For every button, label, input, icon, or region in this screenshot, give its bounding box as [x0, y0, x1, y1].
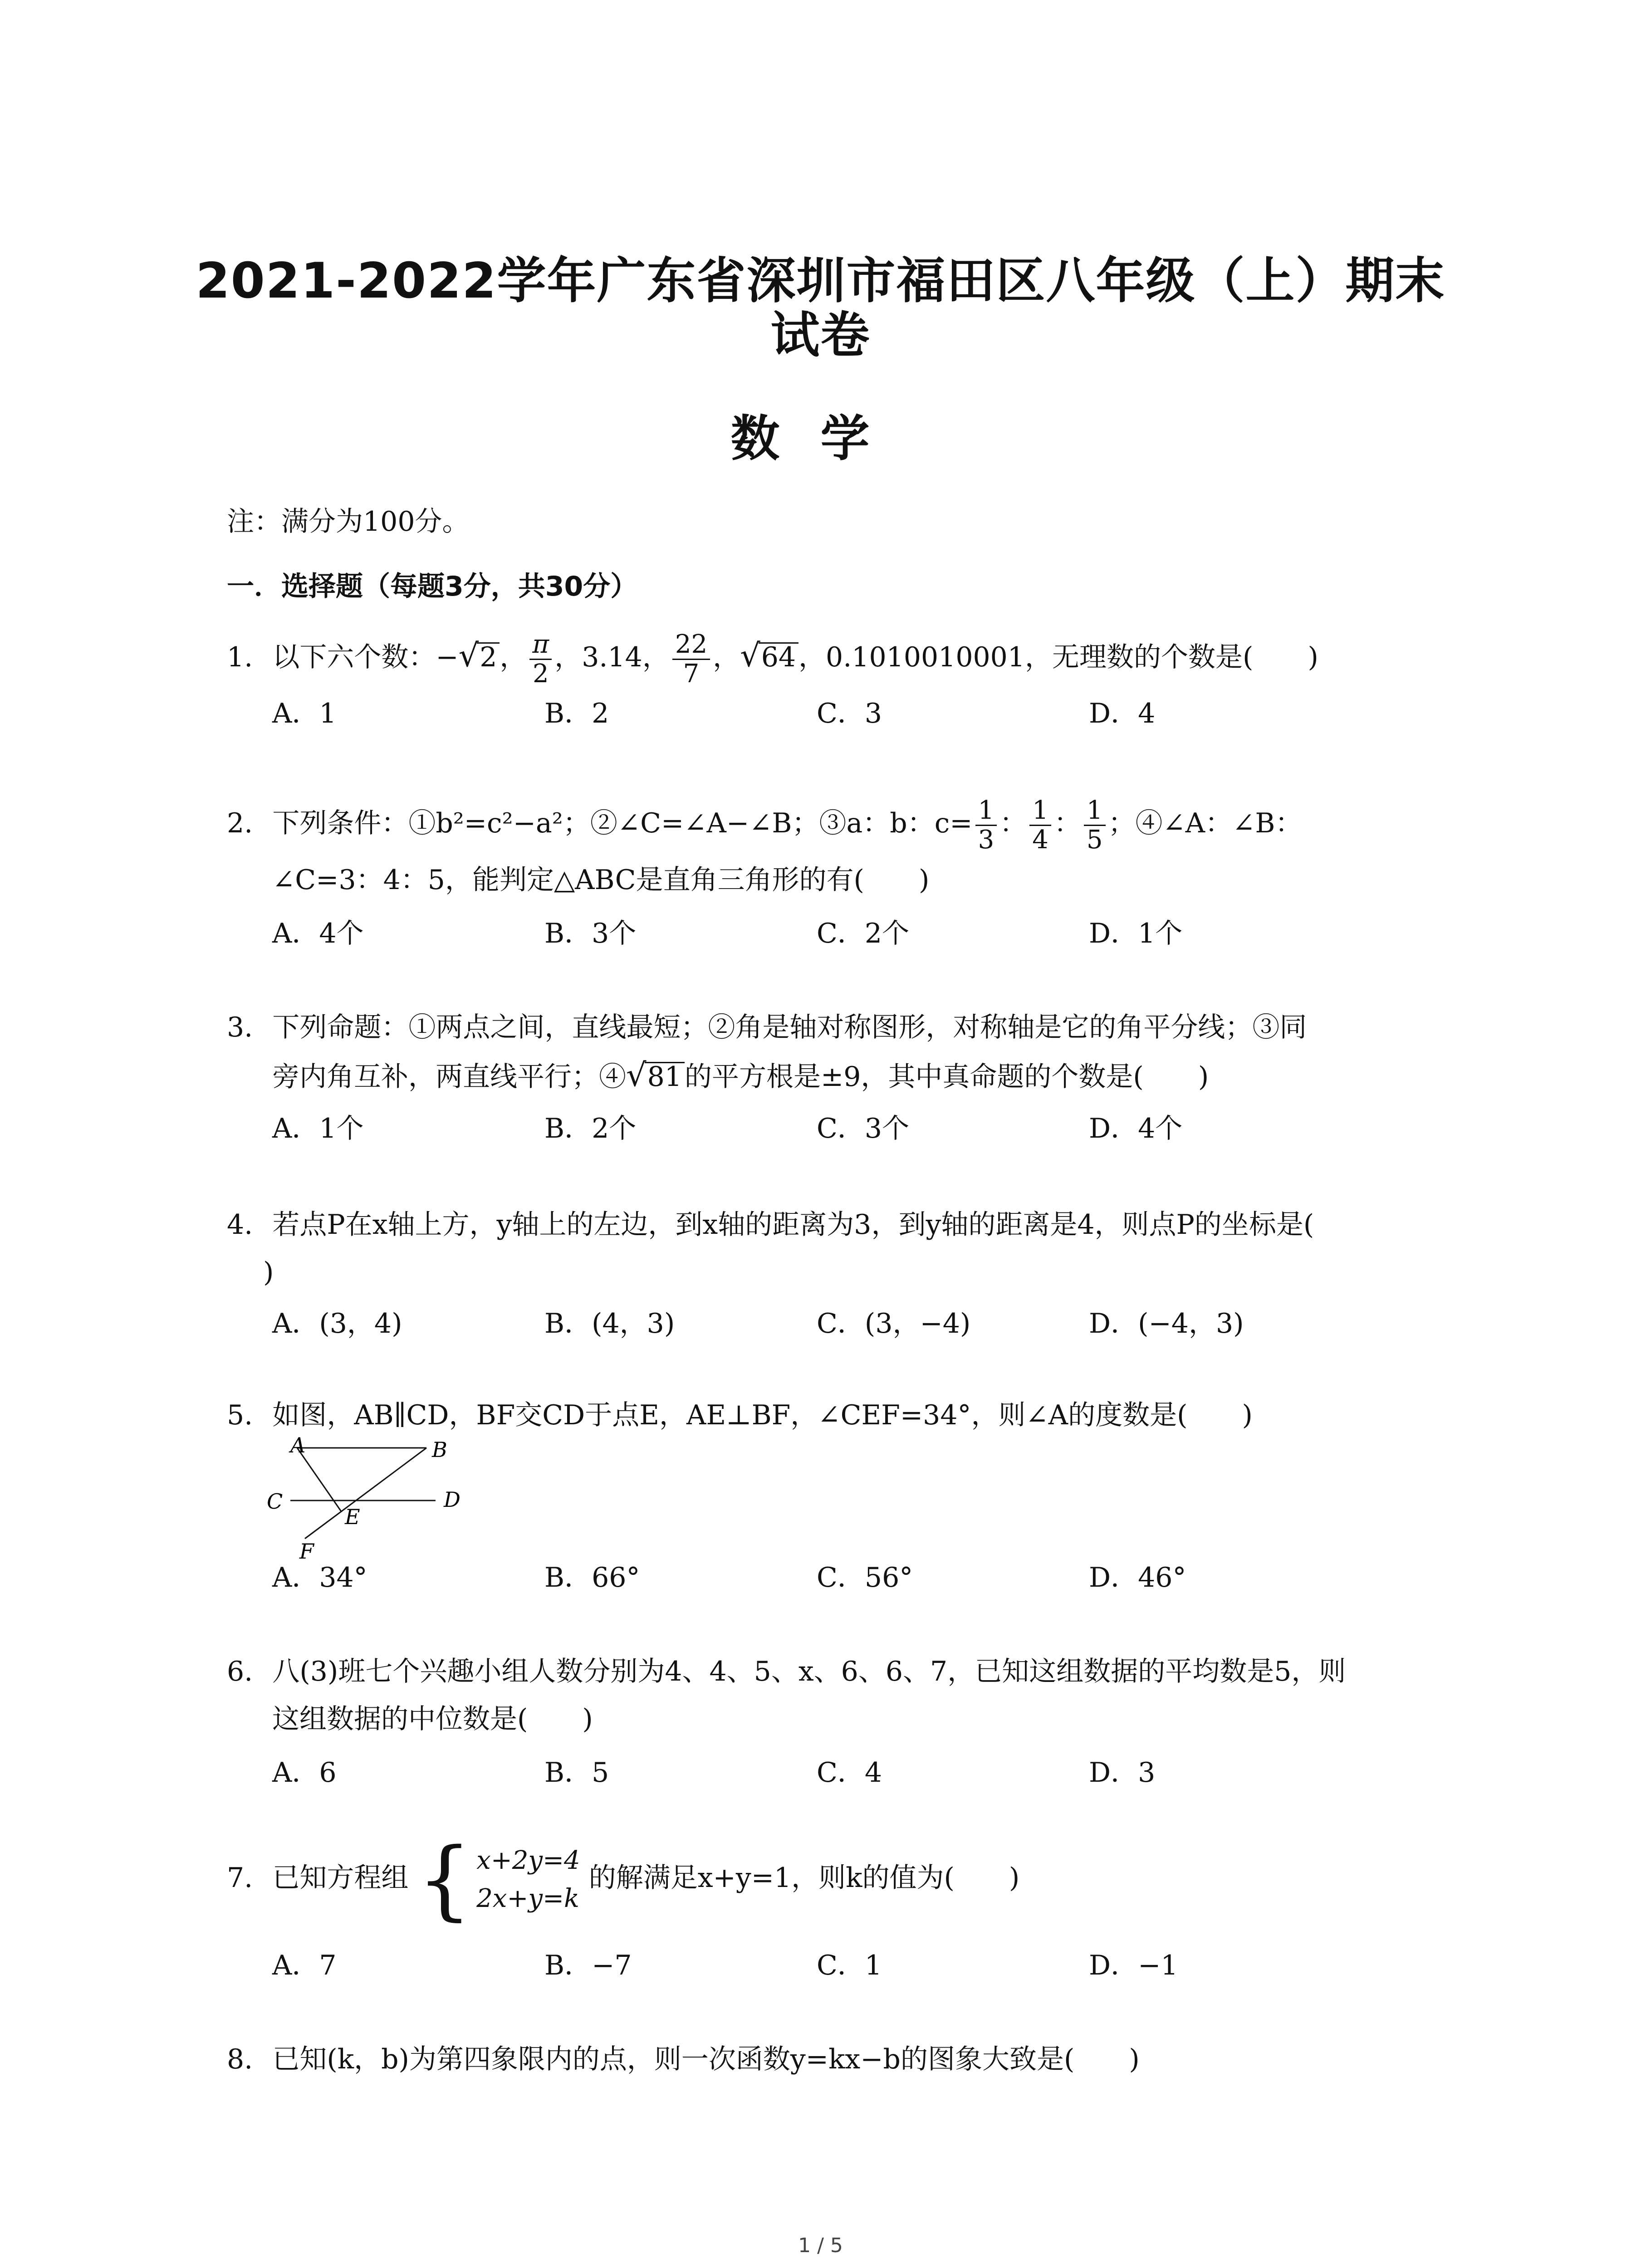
page-title: 2021-2022学年广东省深圳市福田区八年级（上）期末: [196, 253, 1445, 309]
page-number: 1 / 5: [798, 2234, 843, 2257]
option-b: B．5: [544, 1757, 609, 1789]
option-d: D．4: [1089, 698, 1156, 729]
fraction: $\frac{1}{4}$: [1029, 797, 1051, 854]
option-a: A．1: [272, 698, 337, 729]
question-5: [227, 1397, 1253, 1433]
option-c: C．(3，−4): [817, 1308, 971, 1339]
option-a: A．4个: [272, 918, 364, 949]
question-4-line2: ): [263, 1256, 274, 1288]
option-d: D．3: [1089, 1757, 1156, 1789]
option-b: B．2个: [544, 1113, 637, 1144]
question-8: [227, 2041, 1140, 2077]
label-a: A: [290, 1433, 306, 1457]
label-f: F: [299, 1539, 314, 1560]
question-stem: 若点P在x轴上方，y轴上的左边，到x轴的距离为3，到y轴的距离是4，则点P的坐标是(: [272, 1209, 1314, 1241]
math-term: −: [436, 641, 459, 673]
label-e: E: [345, 1505, 360, 1529]
option-b: B．3个: [544, 918, 637, 949]
fraction: $\frac{1}{5}$: [1084, 797, 1106, 854]
option-a: A．7: [272, 1950, 337, 1981]
question-number: 5.: [227, 1399, 253, 1431]
option-d: D．46°: [1089, 1562, 1186, 1593]
fraction: $\frac{\pi}{2}$: [529, 631, 552, 688]
label-b: B: [432, 1437, 447, 1462]
question-number: 6.: [227, 1656, 253, 1687]
question-stem: 如图，AB∥CD，BF交CD于点E，AE⊥BF，∠CEF=34°，则∠A的度数是( ): [272, 1399, 1253, 1431]
question-stem: 已知方程组: [272, 1862, 409, 1894]
question-number: 3.: [227, 1012, 253, 1043]
math-term: 64: [759, 642, 798, 671]
line-ae: [297, 1448, 341, 1511]
option-d: D．4个: [1089, 1113, 1183, 1144]
question-number: 2.: [227, 807, 253, 839]
question-stem: 下列命题：①两点之间，直线最短；②角是轴对称图形，对称轴是它的角平分线；③同: [272, 1012, 1307, 1043]
note: 注：满分为100分。: [227, 506, 470, 538]
option-a: A．6: [272, 1757, 337, 1789]
option-c: C．56°: [817, 1562, 913, 1593]
fraction: $\frac{1}{3}$: [975, 797, 997, 854]
option-d: D．−1: [1089, 1950, 1178, 1981]
question-stem: 以下六个数：: [272, 641, 436, 673]
option-c: C．3个: [817, 1113, 910, 1144]
option-b: B．−7: [544, 1950, 632, 1981]
option-a: A．34°: [272, 1562, 367, 1593]
question-3: [227, 1009, 1307, 1046]
question-stem: 下列条件：①b²=c²−a²；②∠C=∠A−∠B；③a：b：c=: [272, 807, 973, 839]
math-term: 3.14: [582, 641, 642, 673]
question-2: 2. 下列条件：①b²=c²−a²；②∠C=∠A−∠B；③a：b：c= $\frac{1}{3}$ ： $\frac{1}{4}$ ： $\frac{1}{5}$ ；④∠A：∠B：: [227, 795, 1303, 855]
question-6-line2: 这组数据的中位数是( ): [272, 1703, 593, 1735]
question-number: 8.: [227, 2043, 253, 2075]
option-c: C．4: [817, 1757, 882, 1789]
question-number: 1.: [227, 641, 253, 673]
math-term: 2: [477, 642, 500, 671]
question-7: [227, 1829, 1020, 1930]
question-number: 4.: [227, 1209, 253, 1241]
option-b: B．(4，3): [544, 1308, 675, 1339]
option-a: A．1个: [272, 1113, 364, 1144]
section-heading: 一．选择题（每题3分，共30分）: [227, 571, 638, 602]
question-stem: 已知(k，b)为第四象限内的点，则一次函数y=kx−b的图象大致是( ): [272, 2043, 1140, 2075]
line-bf: [305, 1448, 426, 1539]
math-term: 81: [645, 1062, 685, 1090]
question-3-line2: 旁内角互补，两直线平行；④√81 的平方根是±9，其中真命题的个数是( ): [272, 1056, 1209, 1094]
option-d: D．(−4，3): [1089, 1308, 1244, 1339]
question-1: 1. 以下六个数：−√2 ， $\frac{\pi}{2}$ ，3.14， $\frac{22}{7}$ ，√64 ，0.1010010001，无理数的个数是( ): [227, 629, 1318, 689]
question-stem-tail: ；④∠A：∠B：: [1108, 807, 1303, 839]
subject-heading: 数学: [730, 411, 911, 467]
label-d: D: [444, 1487, 460, 1512]
option-d: D．1个: [1089, 918, 1183, 949]
label-c: C: [267, 1489, 283, 1514]
equation-system: x+2y=4 2x+y=k: [476, 1846, 580, 1914]
option-c: C．2个: [817, 918, 910, 949]
question-tail: 的解满足x+y=1，则k的值为( ): [588, 1862, 1020, 1894]
option-c: C．1: [817, 1950, 882, 1981]
fraction: $\frac{22}{7}$: [672, 631, 710, 688]
brace-symbol: {: [417, 1829, 472, 1930]
question-6: [227, 1653, 1346, 1690]
question-4: [227, 1207, 1314, 1243]
question-stem: 八(3)班七个兴趣小组人数分别为4、4、5、x、6、6、7，已知这组数据的平均数是5，则: [272, 1656, 1346, 1687]
question-2-line2: ∠C=3：4：5，能判定△ABC是直角三角形的有( ): [272, 864, 930, 896]
option-c: C．3: [817, 698, 882, 729]
question-tail: ，0.1010010001，无理数的个数是( ): [798, 641, 1318, 673]
geometry-figure: [254, 1433, 508, 1560]
option-a: A．(3，4): [272, 1308, 402, 1339]
question-number: 7.: [227, 1862, 253, 1894]
option-b: B．66°: [544, 1562, 640, 1593]
option-b: B．2: [544, 698, 609, 729]
page-title-line2: 试卷: [770, 307, 871, 364]
